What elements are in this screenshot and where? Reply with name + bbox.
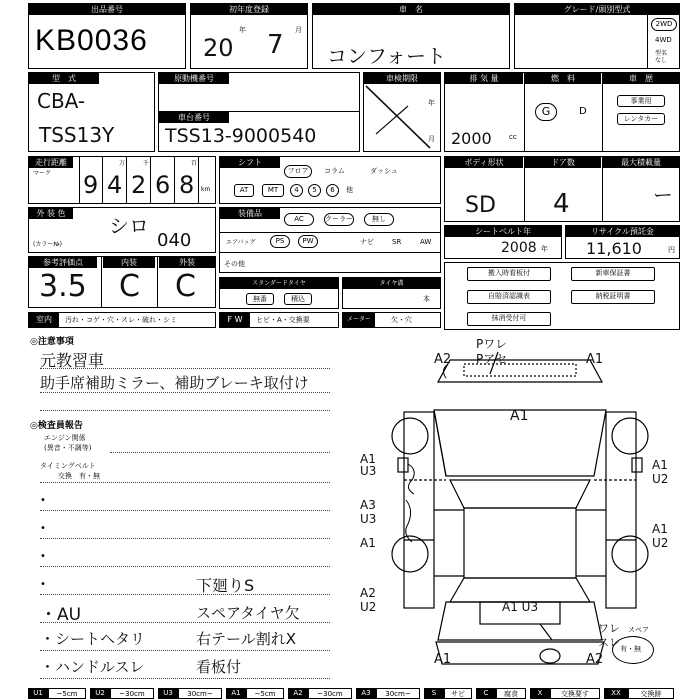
- legend-val-s: サビ: [444, 688, 472, 699]
- legend-val-a3: 30cm~: [376, 688, 420, 699]
- mileage-km: km: [201, 186, 211, 193]
- recycle-label: リサイクル預託金: [566, 226, 679, 237]
- report-rule-4: [40, 538, 330, 539]
- capacity-value: ー: [653, 183, 673, 207]
- diagram-right-u2: U2: [652, 472, 669, 486]
- seatbelt-unit: 年: [541, 245, 548, 253]
- color-code-label: (カラー№): [33, 241, 62, 248]
- doc-jibai: 自賠済認識表: [467, 290, 551, 304]
- lot-label: 出品番号: [29, 4, 185, 15]
- exterior-grade: C: [175, 269, 196, 304]
- seatbelt-box: [444, 225, 562, 259]
- doc-kanban: 搬入時看板付: [467, 267, 551, 281]
- spare-label: スタンダードタイヤ: [220, 278, 338, 289]
- legend-val-a1: ~5cm: [246, 688, 284, 699]
- equip-cooler: クーラー: [324, 213, 354, 226]
- fuel-label: 燃 料: [525, 73, 601, 84]
- first-reg-month: 7: [267, 30, 284, 60]
- fw-items: ヒビ・A・交換要: [256, 316, 310, 324]
- history-label: 車 歴: [603, 73, 679, 84]
- inspector-engine-2: (異音・不調等): [44, 444, 92, 452]
- equip-aw: AW: [420, 238, 432, 246]
- notes-rule-1: [40, 368, 330, 369]
- diagram-left-a2: A2: [360, 586, 376, 600]
- mileage-digit-3: 2: [131, 171, 147, 199]
- tire-unit: 本: [423, 295, 430, 303]
- score-div1: [101, 257, 102, 307]
- mileage-digit-2: 4: [107, 171, 123, 199]
- diagram-right-u2b: U2: [652, 536, 669, 550]
- report-r2b: スペアタイヤ欠: [196, 604, 300, 622]
- report-rule-5: [40, 566, 330, 567]
- report-r3b: 右テール割れX: [196, 630, 296, 648]
- displacement-label: 排 気 量: [445, 73, 523, 84]
- legend-key-u2: U2: [90, 688, 110, 699]
- diagram-left-u3: U3: [360, 464, 377, 478]
- diagram-top-1: Pワレ: [476, 337, 508, 351]
- legend-key-u3: U3: [158, 688, 178, 699]
- mileage-man: 万: [119, 160, 126, 167]
- shift-box: [219, 156, 441, 204]
- spare-box: [219, 277, 339, 309]
- notes-title: ◎注意事項: [30, 337, 74, 347]
- inspection-year: 年: [428, 99, 435, 107]
- body-value: SD: [465, 193, 496, 218]
- first-reg-year-unit: 年: [239, 26, 246, 34]
- mileage-hyaku: 百: [191, 160, 198, 167]
- inspector-engine: エンジン関係: [44, 434, 86, 442]
- inspector-title: ◎検査員報告: [30, 421, 83, 431]
- equipment-box: [219, 207, 441, 273]
- model-box: [28, 72, 155, 152]
- grade-none: 型名 なし: [655, 50, 668, 64]
- mileage-digits: [79, 157, 215, 203]
- lot-box: [28, 3, 186, 69]
- mileage-digit-1: 9: [83, 171, 99, 199]
- equip-ac: AC: [284, 213, 314, 226]
- equip-navi: ナビ: [360, 238, 374, 246]
- spare-tsumikomi: 積込: [284, 293, 312, 305]
- shift-label: シフト: [220, 157, 280, 168]
- inspection-cross-mark: [364, 84, 440, 152]
- doors-value: 4: [553, 189, 570, 219]
- spare-nobango: 無番: [246, 293, 274, 305]
- grade-label: グレード/頭別型式: [515, 4, 679, 15]
- legend-key-a3: A3: [356, 688, 376, 699]
- mileage-digit-5: 8: [179, 171, 195, 199]
- color-code: 040: [157, 230, 192, 251]
- legend-key-x: X: [530, 688, 550, 699]
- interior-label: 内装: [103, 257, 155, 268]
- report-rule-1: [110, 452, 330, 453]
- equip-row-line: [220, 232, 440, 233]
- inspection-month: 月: [428, 135, 435, 143]
- displacement-value: 2000: [451, 129, 492, 148]
- name-box: [312, 3, 510, 69]
- color-label: 外 装 色: [29, 208, 73, 219]
- equip-sr: SR: [392, 238, 402, 246]
- meter-box: [342, 312, 441, 328]
- diagram-left-a1b: A1: [360, 536, 376, 550]
- doc-tax: 納税証明書: [571, 290, 655, 304]
- recycle-box: [565, 225, 680, 259]
- chassis-no-value: TSS13-9000540: [165, 125, 317, 147]
- legend-bar: [28, 688, 680, 700]
- color-box: [28, 207, 216, 253]
- equip-ps: PS: [270, 235, 290, 248]
- diagram-spare: スペア: [628, 626, 649, 634]
- diagram-left-a3: A3: [360, 498, 376, 512]
- diagram-rear-left-a1: A1: [434, 652, 452, 667]
- report-rule-3: [40, 510, 330, 511]
- inspector-belt-2: 交換 有・無: [58, 472, 100, 480]
- inspection-box: [363, 72, 441, 152]
- diagram-spare-choice: 有・無: [620, 645, 641, 653]
- displacement-unit: cc: [509, 133, 517, 141]
- model-label: 型 式: [29, 73, 99, 84]
- fuel-g: G: [535, 103, 557, 121]
- diagram-front-right-a1: A1: [586, 352, 604, 367]
- inspection-label: 車検期限: [364, 73, 440, 84]
- equip-none: 無し: [364, 213, 394, 226]
- mileage-digit-4: 6: [155, 171, 171, 199]
- score-value: 3.5: [39, 269, 87, 304]
- legend-val-xx: 交換跡: [628, 688, 674, 699]
- recycle-value: 11,610: [586, 239, 642, 258]
- report-r3a: ・シートヘタリ: [40, 630, 146, 648]
- grade-4wd: 4WD: [655, 36, 672, 44]
- interior-cond-label: 室内: [29, 313, 59, 327]
- body-divider1: [524, 157, 525, 221]
- engine-no-label: 原動機番号: [159, 73, 229, 84]
- shift-at: AT: [234, 184, 254, 197]
- bullet-1: •: [40, 495, 46, 506]
- first-reg-year: 20: [203, 34, 234, 62]
- score-label: 参考評価点: [29, 257, 97, 268]
- equip-other: その他: [224, 260, 245, 268]
- report-r2a: ・AU: [40, 605, 82, 625]
- recycle-unit: 円: [668, 246, 675, 254]
- diagram-top-2: Pアセ: [476, 352, 508, 366]
- lot-number: KB0036: [35, 24, 148, 57]
- first-reg-month-unit: 月: [295, 26, 302, 34]
- model-value2: TSS13Y: [39, 123, 115, 147]
- first-reg-box: [190, 3, 308, 69]
- chassis-no-label: 車台番号: [159, 112, 229, 123]
- diagram-right-a1: A1: [652, 458, 668, 472]
- color-value: シロ: [109, 214, 149, 238]
- diagram-rear-a1u3: A1 U3: [502, 600, 539, 614]
- legend-val-c: 腐食: [496, 688, 526, 699]
- legend-key-xx: XX: [604, 688, 628, 699]
- bullet-2: •: [40, 523, 46, 534]
- report-rule-6: [40, 594, 330, 595]
- legend-val-u1: ~5cm: [48, 688, 86, 699]
- doc-warranty: 新車保証書: [571, 267, 655, 281]
- disp-divider1: [524, 73, 525, 151]
- shift-column: コラム: [324, 167, 345, 175]
- shift-gear-5: 5: [308, 184, 321, 197]
- legend-key-c: C: [476, 688, 496, 699]
- seatbelt-label: シートベルト年: [445, 226, 561, 237]
- diagram-right-a1b: A1: [652, 522, 668, 536]
- bullet-4: •: [40, 579, 46, 590]
- legend-val-a2: ~30cm: [308, 688, 352, 699]
- fw-box: [219, 312, 339, 328]
- shift-dash: ダッシュ: [370, 167, 398, 175]
- shift-mt: MT: [262, 184, 284, 197]
- body-box: [444, 156, 680, 222]
- notes-line-1: 元教習車: [40, 351, 105, 370]
- model-value1: CBA-: [37, 89, 86, 113]
- tire-label: タイヤ溝: [343, 278, 440, 289]
- report-r4b: 看板付: [196, 658, 242, 676]
- interior-cond-items: 汚れ・コゲ・穴・スレ・破れ・シミ: [65, 316, 177, 324]
- interior-grade: C: [119, 269, 140, 304]
- report-rule-8: [40, 650, 330, 651]
- grade-2wd: 2WD: [651, 18, 677, 31]
- diagram-left-u3b: U3: [360, 512, 377, 526]
- docs-box: [444, 262, 680, 330]
- legend-val-u3: 30cm~: [178, 688, 222, 699]
- history-rental: レンタカー: [617, 113, 665, 125]
- fuel-d: D: [579, 106, 587, 117]
- body-divider2: [602, 157, 603, 221]
- grade-box: [514, 3, 680, 69]
- equipment-label: 装備品: [220, 208, 280, 219]
- grade-divider: [647, 15, 648, 69]
- score-box: [28, 256, 216, 308]
- doors-label: ドア数: [525, 157, 601, 168]
- interior-cond-box: [28, 312, 216, 328]
- diagram-hood-a1: A1: [510, 408, 529, 424]
- displacement-box: [444, 72, 680, 152]
- diagram-front-left-a2: A2: [434, 352, 452, 367]
- meter-items: 欠・穴: [391, 316, 412, 324]
- notes-rule-2: [40, 392, 330, 393]
- doc-massho: 抹消受付可: [467, 312, 551, 326]
- notes-rule-3: [40, 410, 330, 411]
- mileage-label: 走行距離: [29, 157, 73, 168]
- legend-key-s: S: [424, 688, 444, 699]
- disp-divider2: [602, 73, 603, 151]
- equip-airbag: エアバッグ: [226, 239, 256, 246]
- shift-gear-4: 4: [290, 184, 303, 197]
- engine-no-box: [158, 72, 360, 152]
- report-rule-9: [40, 678, 330, 679]
- mileage-sen: 千: [143, 160, 150, 167]
- diagram-sure: スレ: [598, 636, 620, 649]
- shift-gear-6: 6: [326, 184, 339, 197]
- notes-line-2: 助手席補助ミラー、補助ブレーキ取付け: [40, 374, 309, 392]
- report-rule-2: [40, 482, 330, 483]
- name-label: 車 名: [313, 4, 509, 15]
- capacity-label: 最大積載量: [603, 157, 679, 168]
- legend-key-a2: A2: [288, 688, 308, 699]
- fw-label: F W: [220, 313, 250, 327]
- report-r1: 下廻りS: [196, 576, 255, 595]
- mileage-box: [28, 156, 216, 204]
- diagram-rear-right-a2: A2: [586, 652, 604, 667]
- meter-label: メーター: [343, 313, 375, 327]
- body-label: ボディ形状: [445, 157, 523, 168]
- legend-key-u1: U1: [28, 688, 48, 699]
- inspector-belt: タイミングベルト: [40, 462, 96, 470]
- mileage-mark-label: マーク: [33, 170, 52, 177]
- diagram-left-u2: U2: [360, 600, 377, 614]
- exterior-label: 外装: [159, 257, 215, 268]
- diagram-left-a1: A1: [360, 452, 376, 466]
- score-div2: [157, 257, 158, 307]
- seatbelt-value: 2008: [501, 240, 537, 256]
- first-reg-label: 初年度登録: [191, 4, 307, 15]
- diagram-ware: ワレ: [598, 622, 620, 635]
- car-name: コンフォート: [327, 44, 446, 68]
- tire-box: [342, 277, 441, 309]
- equip-row-line2: [220, 252, 440, 253]
- bullet-3: •: [40, 551, 46, 562]
- history-business: 事業用: [617, 95, 665, 107]
- shift-floor: フロア: [284, 165, 312, 178]
- equip-pw: PW: [298, 235, 318, 248]
- shift-other: 他: [346, 186, 353, 194]
- legend-key-a1: A1: [226, 688, 246, 699]
- legend-val-x: 交換要す: [550, 688, 600, 699]
- legend-val-u2: ~30cm: [110, 688, 154, 699]
- report-r4a: ・ハンドルスレ: [40, 658, 145, 676]
